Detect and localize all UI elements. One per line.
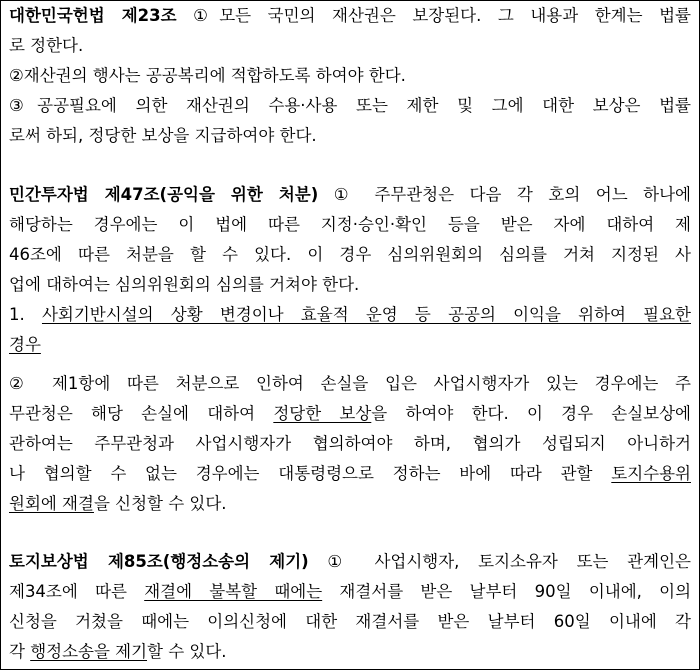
sec1-line-1 (9, 5, 691, 27)
sec2-para2-line-1: ② 제1항에 따른 처분으로 인하여 손실을 입은 사업시행자가 있는 경우에는 주 (9, 374, 691, 393)
item-number: 1. (9, 305, 42, 324)
underlined-text: 재결에 불복할 때에는 (144, 582, 323, 601)
sec3-text: ① 사업시행자, 토지소유자 또는 관계인은 (308, 552, 691, 571)
underlined-text: 정당한 보상 (273, 404, 372, 423)
text-run: 할 수 있다. (147, 642, 227, 661)
underlined-text: 사회기반시설의 상황 변경이나 효율적 운영 등 공공의 이익을 위하여 필요한 (41, 305, 691, 324)
text-run: 재결서를 받은 날부터 90일 이내에, 이의 (322, 582, 692, 601)
sec2-para2-line-4 (9, 463, 691, 485)
underlined-text: 토지수용위 (611, 464, 691, 483)
sec2-line-2: 해당하는 경우에는 이 법에 따른 지정·승인·확인 등을 받은 자에 대하여 제 (9, 215, 691, 234)
sec2-heading: 민간투자법 제47조(공익을 위한 처분) (9, 185, 319, 204)
sec1-line-5: 로써 하되, 정당한 보상을 지급하여야 한다. (9, 126, 317, 145)
sec2-text: ① 주무관청은 다음 각 호의 어느 하나에 (318, 185, 691, 204)
sec1-heading: 대한민국헌법 제23조 (9, 6, 177, 25)
sec2-para2-line-5 (9, 493, 691, 515)
underlined-text: 행정소송을 제기 (30, 642, 148, 661)
sec1-line-4: ③공공필요에 의한 재산권의 수용·사용 또는 제한 및 그에 대한 보상은 법률 (9, 96, 691, 115)
sec3-line-4 (9, 641, 691, 663)
sec2-para2-line-2 (9, 403, 691, 425)
sec2-para2-line-3: 관하여는 주무관청과 사업시행자가 협의하여야 하며, 협의가 성립되지 아니하거 (9, 434, 691, 453)
sec3-line-1 (9, 551, 691, 573)
text-run: 무관청은 해당 손실에 대하여 (9, 404, 274, 423)
sec3-heading: 토지보상법 제85조(행정소송의 제기) (9, 552, 309, 571)
sec2-line-4: 업에 대하여는 심의위원회의 심의를 거쳐야 한다. (9, 275, 360, 294)
sec3-line-2 (9, 581, 691, 603)
sec1-line-2: 로 정한다. (9, 36, 84, 55)
sec3-line-3: 신청을 거쳤을 때에는 이의신청에 대한 재결서를 받은 날부터 60일 이내에 각 (9, 612, 691, 631)
sec1-line-3: ②재산권의 행사는 공공복리에 적합하도록 하여야 한다. (9, 66, 406, 85)
underlined-text: 원회에 재결 (9, 494, 94, 513)
underlined-text: 경우 (9, 335, 41, 354)
text-run: 을 하여야 한다. 이 경우 손실보상에 (371, 404, 691, 423)
text-run: 제34조에 따른 (9, 582, 145, 601)
sec1-text: ①모든 국민의 재산권은 보장된다. 그 내용과 한계는 법률 (176, 6, 691, 25)
text-run: 나 협의할 수 없는 경우에는 대통령령으로 정하는 바에 따라 관할 (9, 464, 612, 483)
text-run: 각 (9, 642, 31, 661)
text-run: 을 신청할 수 있다. (93, 494, 227, 513)
sec2-item-1 (9, 304, 691, 326)
sec2-line-1 (9, 184, 691, 206)
sec2-line-3: 46조에 따른 처분을 할 수 있다. 이 경우 심의위원회의 심의를 거쳐 지정된 사 (9, 245, 691, 264)
sec2-item-1-cont (9, 334, 691, 356)
